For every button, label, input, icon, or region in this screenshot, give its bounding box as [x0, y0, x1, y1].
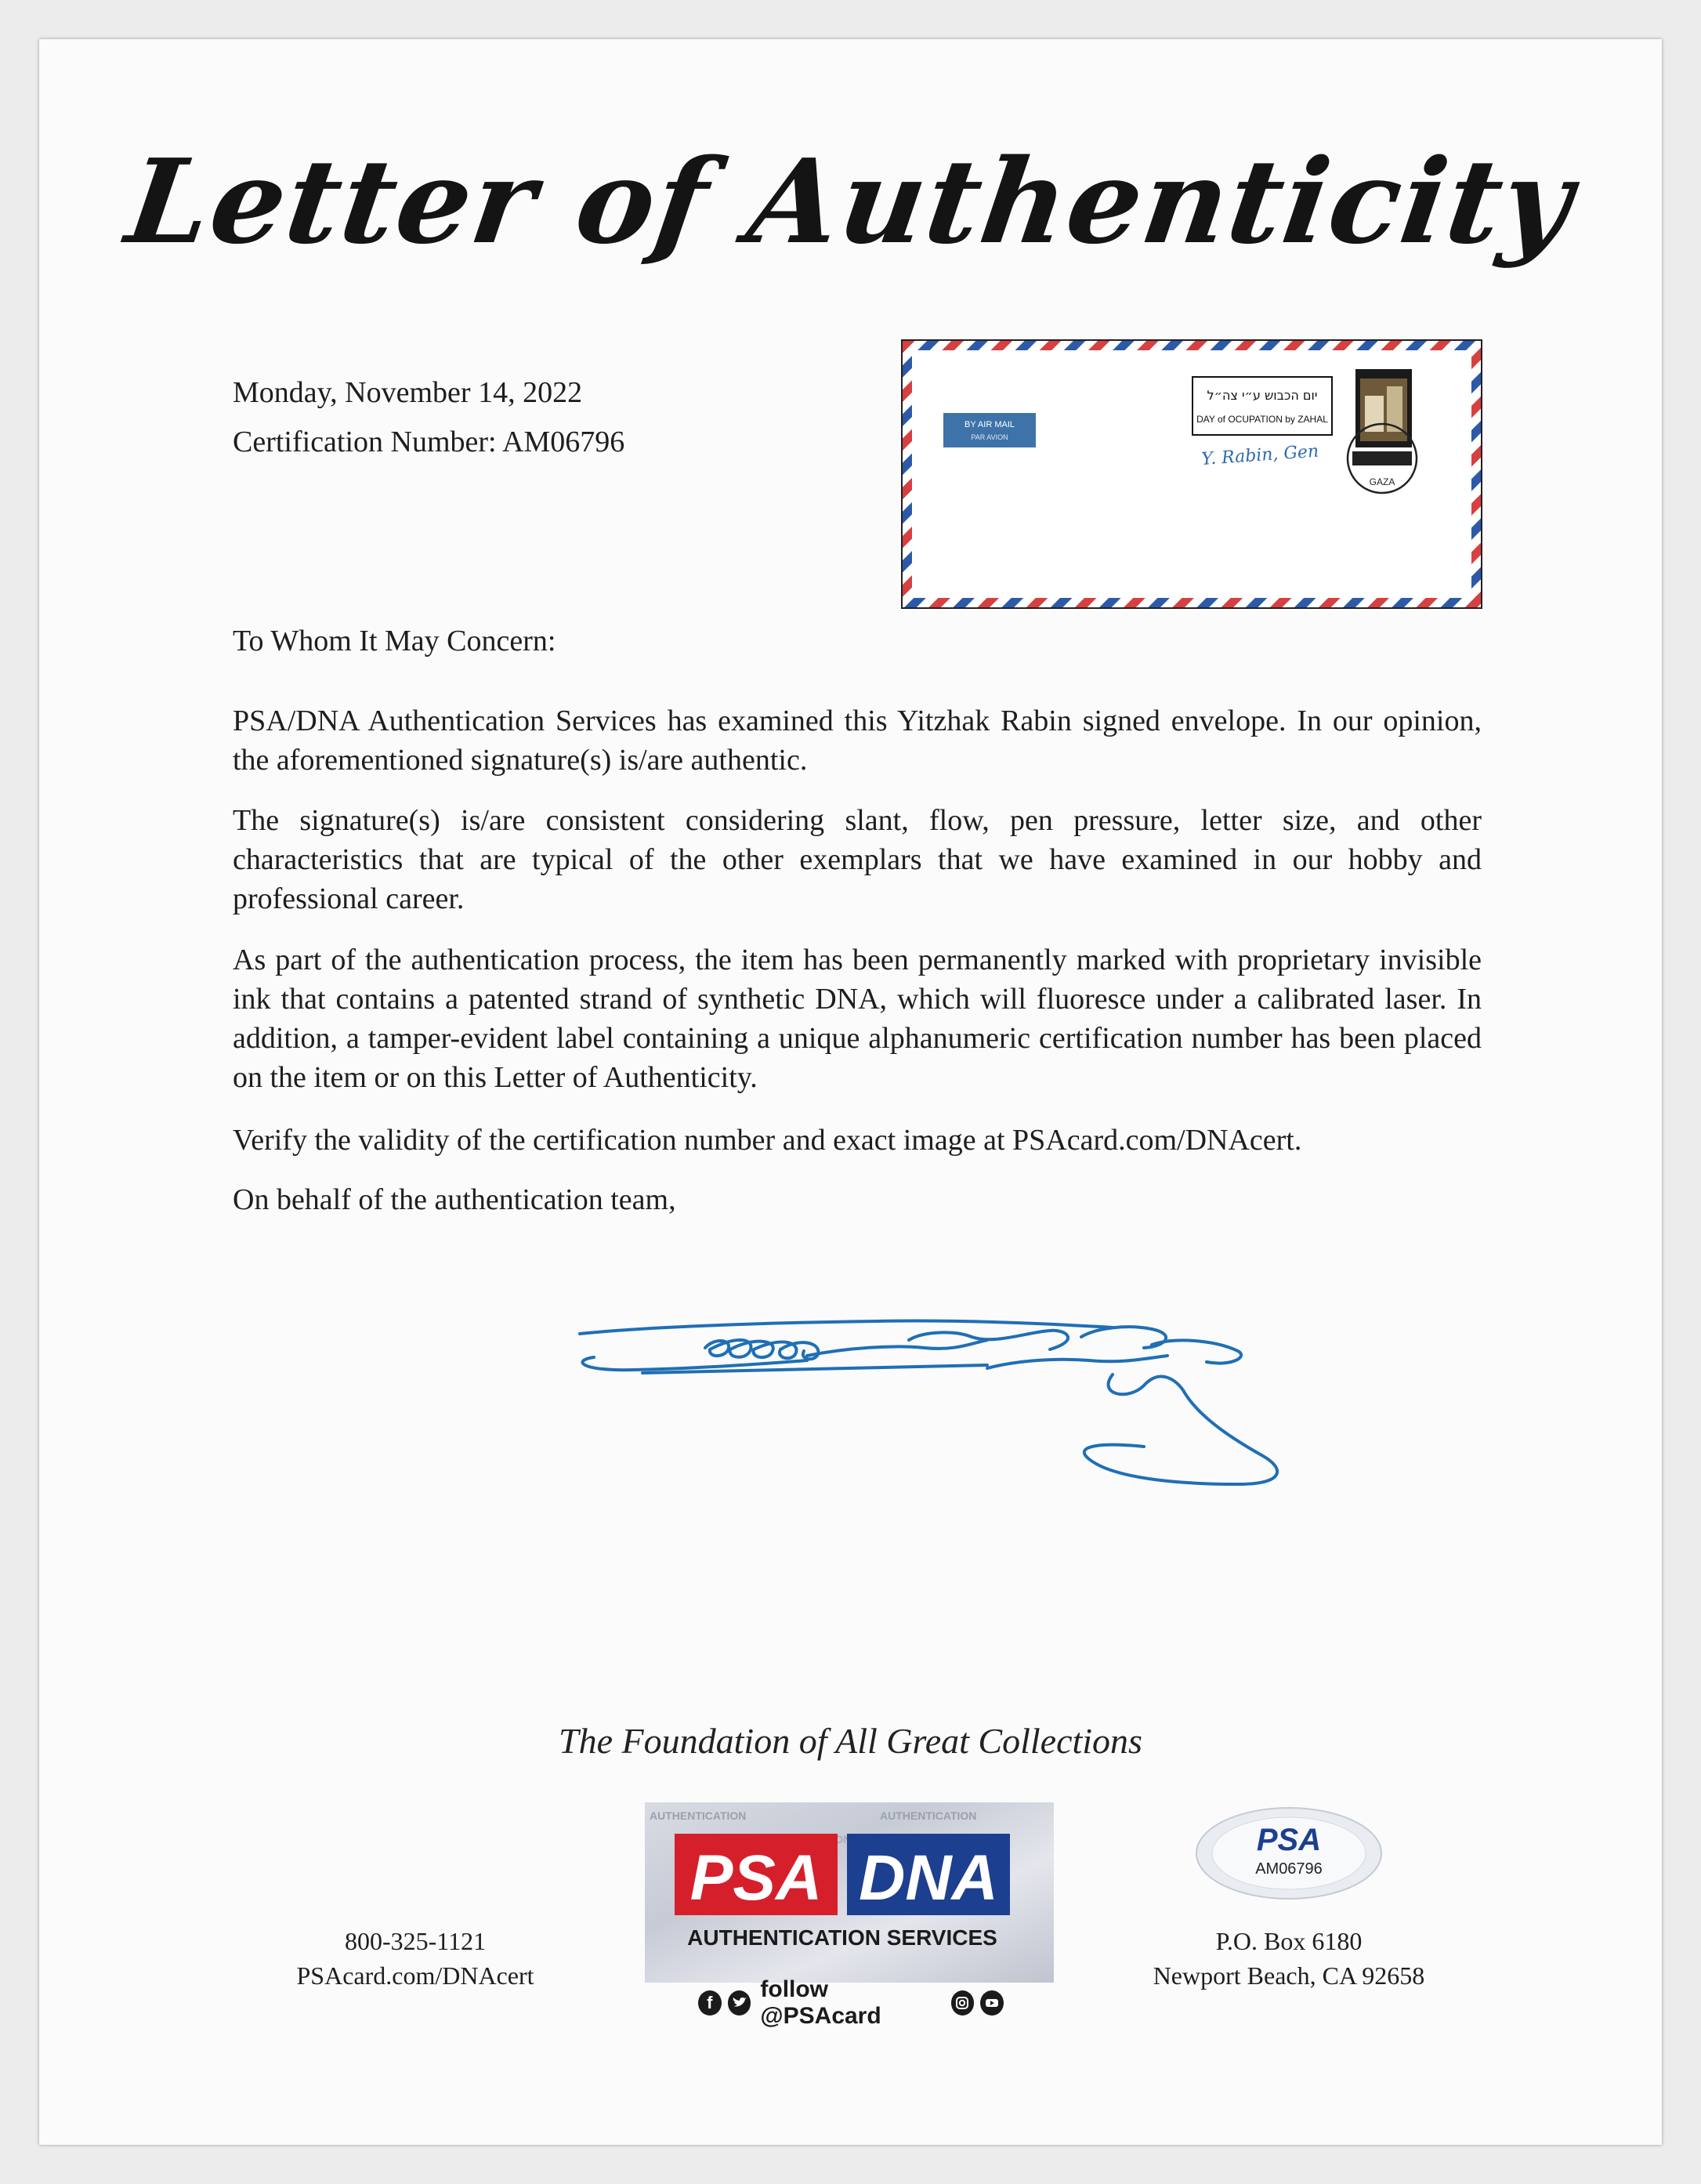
- sticker-brand: PSA: [1256, 1823, 1322, 1857]
- cachet-hebrew-text: יום הכבוש ע״י צה״ל: [1207, 388, 1318, 403]
- footer-website: PSAcard.com/DNAcert: [296, 1961, 534, 1990]
- footer-city: Newport Beach, CA 92658: [1153, 1961, 1425, 1990]
- envelope-illustration: [903, 341, 1481, 607]
- paragraph-examination: PSA/DNA Authentication Services has examined this Yitzhak Rabin signed envelope. In our opinion, the aforementioned signature(s) is/are authentic.: [233, 704, 1482, 777]
- hologram-text-row-1: AUTHENTICATION: [650, 1809, 747, 1822]
- salutation: To Whom It May Concern:: [233, 625, 556, 657]
- footer-contact-right: [1120, 1924, 1457, 1993]
- psa-logo-text: PSA: [689, 1842, 823, 1914]
- twitter-icon[interactable]: [728, 1990, 751, 2016]
- social-follow-text: follow @PSAcard: [760, 1976, 881, 2029]
- youtube-icon[interactable]: [980, 1990, 1004, 2016]
- letter-date: Monday, November 14, 2022: [233, 376, 583, 409]
- facebook-icon[interactable]: f: [698, 1990, 722, 2016]
- airmail-label-text: BY AIR MAIL: [965, 420, 1015, 429]
- airmail-label-subtext: PAR AVION: [971, 433, 1008, 441]
- paragraph-process: As part of the authentication process, the item has been permanently marked with proprietary invisible ink that contains a patented strand of synthetic DNA, which will fluoresce under a calibrated laser. In addition, a tamper-evident label containing a unique alphanumeric certification number has been placed on the item or on this Letter of Authenticity.: [233, 944, 1482, 1094]
- cachet-english-text: DAY of OCUPATION by ZAHAL: [1196, 414, 1328, 425]
- signed-envelope-image: [901, 339, 1482, 609]
- sticker-number: AM06796: [1255, 1860, 1323, 1878]
- hologram-text-row-2: AUTHENTICATION: [880, 1809, 977, 1822]
- paragraph-verify: Verify the validity of the certification number and exact image at PSAcard.com/DNAcert.: [233, 1124, 1302, 1157]
- authentication-services-text: AUTHENTICATION SERVICES: [687, 1925, 997, 1950]
- airmail-label: [943, 413, 1036, 447]
- footer-contact-left: [251, 1924, 580, 1993]
- closing-line: On behalf of the authentication team,: [233, 1183, 676, 1216]
- envelope-signature: Y. Rabin, Gen: [1200, 441, 1319, 469]
- instagram-icon[interactable]: [951, 1990, 975, 2016]
- postmark-text: GAZA: [1369, 476, 1395, 487]
- footer-tagline: The Foundation of All Great Collections: [559, 1721, 1142, 1761]
- authenticator-signature: [548, 1293, 1379, 1497]
- dna-logo-text: DNA: [859, 1842, 998, 1914]
- letter-sheet: [39, 39, 1662, 2145]
- psa-dna-logo: [645, 1802, 1054, 2029]
- paragraph-consistency: The signature(s) is/are consistent considering slant, flow, pen pressure, letter size, and other characteristics that are typical of the other exemplars that we have examined in our hobby and professional career.: [233, 804, 1482, 915]
- letter-title: Letter of Authenticity: [119, 133, 1582, 270]
- footer-po-box: P.O. Box 6180: [1215, 1927, 1363, 1955]
- certification-number: Certification Number: AM06796: [233, 426, 625, 458]
- social-follow-row: [698, 1976, 1004, 2029]
- footer-phone: 800-325-1121: [344, 1927, 487, 1955]
- psa-certification-sticker: [1195, 1806, 1383, 1900]
- psa-dna-hologram: [645, 1802, 1054, 1983]
- cachet-box: [1193, 377, 1332, 435]
